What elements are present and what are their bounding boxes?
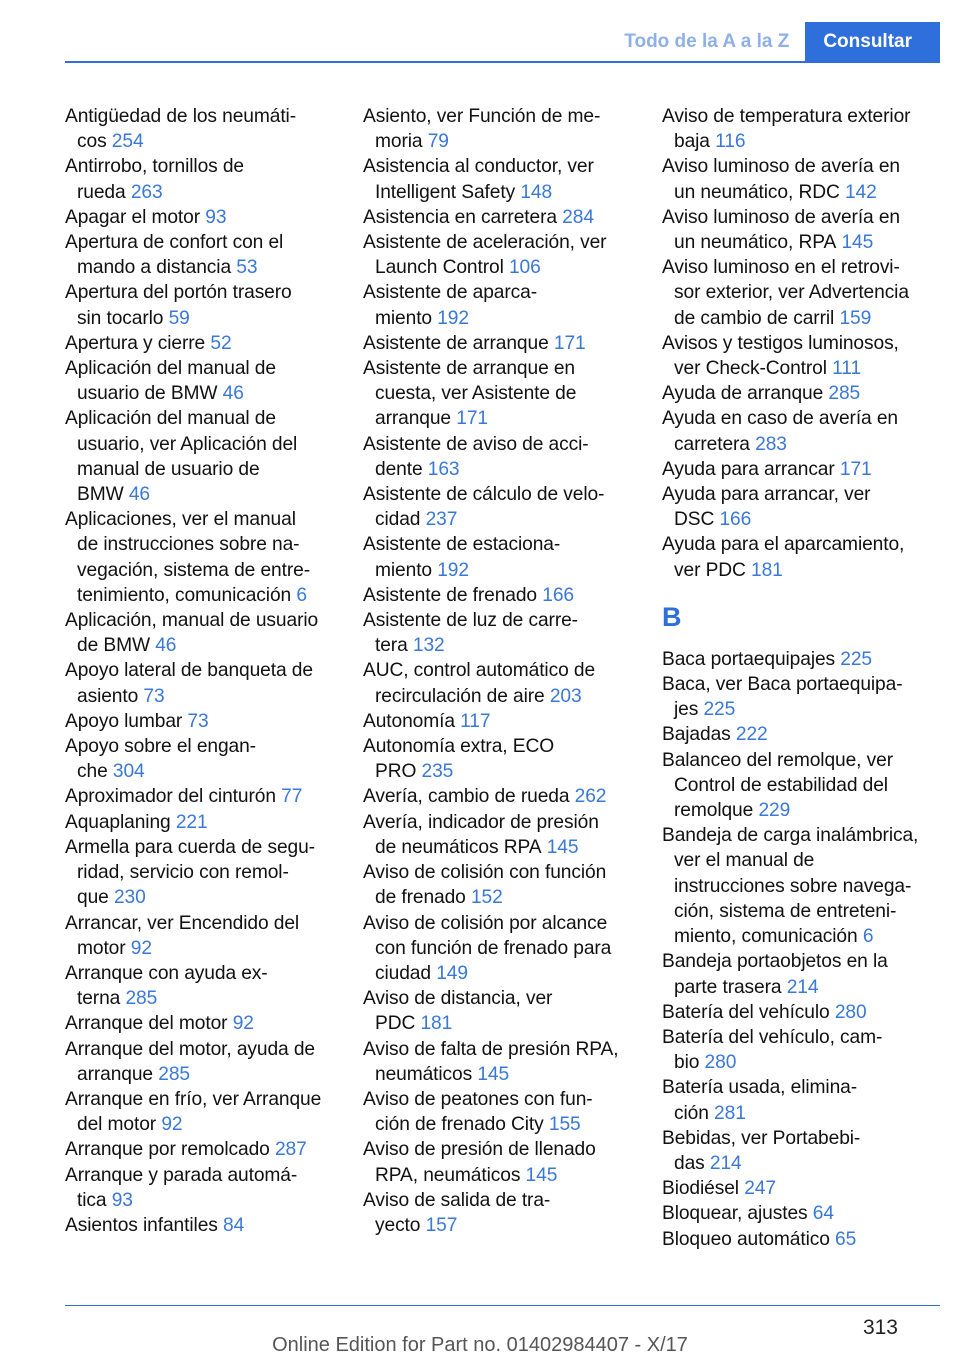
entry-text: bio [674,1052,700,1074]
entry-text: Asistencia al conductor, ver [363,156,594,178]
entry-text: arranque [375,408,452,430]
page-link[interactable]: 222 [735,724,768,746]
entry-text: Aplicación, manual de usuario [65,610,319,632]
page-link[interactable]: 46 [128,484,150,506]
index-entry [65,658,337,708]
index-entry [363,1137,635,1187]
entry-text: Apertura del portón trasero [65,282,292,304]
entry-text: Avería, indicador de presión [363,811,599,833]
entry-text: sor exterior, ver Advertencia [674,282,909,304]
page-link[interactable]: 262 [574,786,607,808]
index-entry [363,154,635,204]
entry-text: Ayuda para el aparcamiento, [662,534,905,556]
entry-text: Asistencia en carretera [363,206,557,228]
entry-text: Arranque y parada automá- [65,1164,298,1186]
entry-text: cuesta, ver Asistente de [375,383,577,405]
section-letter: B [662,601,682,632]
entry-text: Bebidas, ver Portabebi- [662,1127,861,1149]
entry-text: das [674,1152,705,1174]
entry-text: motor [77,937,126,959]
index-entry [662,255,934,331]
entry-text: cidad [375,509,421,531]
entry-text: Ayuda en caso de avería en [662,408,898,430]
entry-text: Bandeja de carga inalámbrica, [662,825,919,847]
page-link[interactable]: 254 [111,131,144,153]
page-link[interactable]: 52 [210,332,232,354]
entry-text: que [77,887,109,909]
page-link[interactable]: 263 [130,181,163,203]
page-link[interactable]: 171 [839,458,872,480]
index-entry [65,1037,337,1087]
index-entry [662,154,934,204]
index-entry [363,280,635,330]
page-link[interactable]: 64 [812,1203,834,1225]
entry-text: Avisos y testigos luminosos, [662,332,899,354]
page-link[interactable]: 237 [425,509,458,531]
entry-text: miento, comunicación [674,926,858,948]
entry-text: Antirrobo, tornillos de [65,156,245,178]
entry-text: Antigüedad de los neumáti- [65,106,297,127]
footer-rule [65,1305,940,1306]
entry-text: Aplicación del manual de [65,358,276,380]
entry-text: neumáticos [375,1063,473,1085]
index-entry [65,1213,337,1238]
index-entry [662,104,934,154]
header-tabs [608,22,940,62]
page-number: 313 [862,1316,898,1339]
entry-text: Arranque en frío, ver Arranque [65,1088,322,1110]
page-link[interactable]: 145 [477,1063,510,1085]
index-entry [65,1011,337,1036]
page-link[interactable]: 149 [436,962,468,984]
page-link[interactable]: 46 [155,635,177,657]
index-entry [65,331,337,356]
page-link[interactable]: 145 [525,1164,558,1186]
page-link[interactable]: 235 [421,761,454,783]
entry-text: un neumático, RPA [674,232,837,254]
page-link[interactable]: 166 [719,509,752,531]
entry-text: Asistente de arranque en [363,358,576,380]
page-link[interactable]: 145 [841,232,874,254]
page-link[interactable]: 281 [714,1102,746,1124]
page-link[interactable]: 221 [175,811,208,833]
entry-text: che [77,761,108,783]
entry-text: Asistente de arranque [363,332,549,354]
entry-text: ridad, servicio con remol- [77,862,289,884]
entry-text: Apertura de confort con el [65,232,284,254]
page-link[interactable]: 111 [832,358,862,380]
entry-text: Asistente de frenado [363,584,538,606]
index-entry [65,709,337,734]
index-entry [662,1126,934,1176]
entry-text: Asistente de aparca- [363,282,537,304]
entry-text: de BMW [77,635,150,657]
entry-text: DSC [674,509,715,531]
entry-text: tenimiento, comunicación [77,584,292,606]
entry-text: Batería del vehículo, cam- [662,1026,883,1048]
page-link[interactable]: 46 [222,383,244,405]
entry-text: Arranque del motor [65,1013,228,1035]
entry-text: PDC [375,1013,416,1035]
entry-text: Arranque del motor, ayuda de [65,1038,316,1060]
entry-text: terna [77,988,121,1010]
entry-text: ver el manual de [674,850,815,872]
index-entry [662,949,934,999]
entry-text: Ayuda para arrancar [662,458,835,480]
entry-text: BMW [77,484,124,506]
index-entry [363,709,635,734]
entry-text: cos [77,131,107,153]
page-link[interactable]: 280 [704,1052,737,1074]
entry-text: Apoyo lateral de banqueta de [65,660,313,682]
page-link[interactable]: 6 [296,584,307,606]
index-entry [65,1137,337,1162]
tab-todo-de-la-a-a-la-z[interactable]: Todo de la A a la Z [624,31,790,52]
page-link[interactable]: 93 [205,206,227,228]
page-link[interactable]: 166 [542,584,574,606]
index-entry [363,230,635,280]
page-link[interactable]: 84 [223,1214,245,1236]
entry-text: ción de frenado City [375,1114,544,1136]
page-link[interactable]: 171 [456,408,488,430]
entry-text: AUC, control automático de [363,660,596,682]
page-link[interactable]: 92 [232,1013,254,1035]
entry-text: Aviso luminoso de avería en [662,206,900,228]
entry-text: Balanceo del remolque, ver [662,749,893,771]
entry-text: de frenado [375,887,466,909]
entry-text: Batería usada, elimina- [662,1077,858,1099]
entry-text: ver Check-Control [674,358,827,380]
index-entry [662,1176,934,1201]
page-link[interactable]: 92 [161,1114,183,1136]
index-entry [363,911,635,987]
page-link[interactable]: 285 [828,383,861,405]
entry-text: jes [674,699,699,721]
index-entry [65,280,337,330]
entry-text: Baca portaequipajes [662,648,836,670]
index-column-3 [662,104,934,1252]
entry-text: Aplicaciones, ver el manual [65,509,296,531]
page-link[interactable]: 65 [835,1228,857,1250]
index-entry [65,835,337,911]
entry-text: de instrucciones sobre na- [77,534,300,556]
entry-text: Avería, cambio de rueda [363,786,570,808]
entry-text: un neumático, RDC [674,181,840,203]
entry-text: Asientos infantiles [65,1214,218,1236]
index-column-1 [65,104,337,1238]
entry-text: miento [375,307,432,329]
entry-text: Intelligent Safety [375,181,516,203]
index-entry [363,356,635,432]
index-entry [662,482,934,532]
entry-text: yecto [375,1214,421,1236]
page-link[interactable]: 230 [113,887,146,909]
entry-text: Apertura y cierre [65,332,206,354]
page-link[interactable]: 304 [112,761,145,783]
index-entry [363,658,635,708]
index-entry [363,860,635,910]
entry-text: ciudad [375,962,431,984]
index-entry [363,432,635,482]
page-link[interactable]: 59 [168,307,190,329]
page-link[interactable]: 192 [437,307,469,329]
entry-text: Apagar el motor [65,206,201,228]
entry-text: Armella para cuerda de segu- [65,836,315,858]
index-entry [662,1075,934,1125]
entry-text: Launch Control [375,257,504,279]
page-link[interactable]: 284 [562,206,594,228]
page-link[interactable]: 117 [460,710,491,732]
index-entry [363,205,635,230]
index-entry [662,381,934,406]
index-entry [662,532,934,582]
entry-text: dente [375,458,423,480]
index-entry [662,406,934,456]
index-entry [363,810,635,860]
index-entry [363,1037,635,1087]
index-entry [662,647,934,672]
entry-text: recirculación de aire [375,685,545,707]
page-link[interactable]: 145 [546,836,579,858]
entry-text: Asistente de cálculo de velo- [363,484,605,506]
entry-text: Arranque con ayuda ex- [65,962,268,984]
entry-text: Arrancar, ver Encendido del [65,912,300,934]
entry-text: Ayuda de arranque [662,383,824,405]
page-link[interactable]: 92 [130,937,152,959]
entry-text: Batería del vehículo [662,1001,830,1023]
entry-text: Apoyo sobre el engan- [65,736,256,758]
entry-text: tera [375,635,408,657]
page-link[interactable]: 6 [862,926,874,948]
entry-text: baja [674,131,710,153]
page-link[interactable]: 132 [412,635,445,657]
entry-text: Aviso luminoso en el retrovi- [662,257,900,279]
entry-text: Aviso de presión de llenado [363,1139,596,1161]
index-entry [363,784,635,809]
entry-text: Aplicación del manual de [65,408,276,430]
entry-text: con función de frenado para [375,937,612,959]
entry-text: Aviso de colisión con función [363,862,607,884]
entry-text: Bloqueo automático [662,1228,830,1250]
index-entry [662,748,934,824]
page-link[interactable]: 106 [508,257,541,279]
page-link[interactable]: 163 [427,458,460,480]
entry-text: parte trasera [674,976,782,998]
page-link[interactable]: 181 [751,559,783,581]
entry-text: Aproximador del cinturón [65,786,276,808]
page-link[interactable]: 229 [758,800,791,822]
entry-text: Bajadas [662,724,731,746]
page-link[interactable]: 148 [520,181,553,203]
entry-text: Aviso de distancia, ver [363,988,553,1010]
entry-text: Aquaplaning [65,811,171,833]
index-entry [363,608,635,658]
index-entry [662,672,934,722]
page-link[interactable]: 214 [709,1152,742,1174]
entry-text: Asistente de luz de carre- [363,610,578,632]
index-entry [363,331,635,356]
page-link[interactable]: 159 [839,307,872,329]
entry-text: asiento [77,685,139,707]
entry-text: Arranque por remolcado [65,1139,270,1161]
entry-text: usuario, ver Aplicación del [77,433,298,455]
entry-text: arranque [77,1063,154,1085]
entry-text: manual de usuario de [77,458,260,480]
page-link[interactable]: 171 [553,332,586,354]
page-link[interactable]: 152 [470,887,503,909]
entry-text: Control de estabilidad del [674,774,888,796]
page-link[interactable]: 214 [786,976,819,998]
index-entry [363,104,635,154]
edition-footer: Online Edition for Part no. 01402984407 - X/17 [272,1334,688,1356]
entry-text: Autonomía extra, ECO [363,736,555,758]
index-entry [662,205,934,255]
page-link[interactable]: 77 [281,786,303,808]
index-entry [662,823,934,949]
index-entry [662,331,934,381]
index-entry [65,810,337,835]
header-rule [65,61,940,63]
entry-text: ver PDC [674,559,746,581]
entry-text: tica [77,1189,107,1211]
index-entry [65,356,337,406]
index-entry [662,1227,934,1252]
index-entry [363,583,635,608]
entry-text: Aviso de temperatura exterior [662,106,911,127]
entry-text: moria [375,131,423,153]
entry-text: Bloquear, ajustes [662,1203,808,1225]
page-link[interactable]: 157 [425,1214,458,1236]
page-link[interactable]: 93 [111,1189,133,1211]
entry-text: de cambio de carril [674,307,835,329]
index-entry [363,1188,635,1238]
page-link[interactable]: 287 [274,1139,307,1161]
entry-text: miento [375,559,432,581]
page-link[interactable]: 116 [715,131,746,153]
entry-text: rueda [77,181,126,203]
index-entry [65,911,337,961]
entry-text: Aviso luminoso de avería en [662,156,900,178]
index-entry [65,406,337,507]
index-entry [662,1201,934,1226]
page-link[interactable]: 53 [236,257,258,279]
entry-text: Asistente de aviso de acci- [363,433,589,455]
index-entry [65,1087,337,1137]
entry-text: Autonomía [363,710,455,732]
page-link[interactable]: 203 [549,685,582,707]
index-entry [65,205,337,230]
page-link[interactable]: 225 [703,699,736,721]
index-entry [65,784,337,809]
entry-text: Aviso de falta de presión RPA, [363,1038,619,1060]
index-entry [65,507,337,608]
entry-text: PRO [375,761,417,783]
page-link[interactable]: 142 [844,181,877,203]
entry-text: remolque [674,800,754,822]
index-entry [65,1163,337,1213]
entry-text: Aviso de peatones con fun- [363,1088,593,1110]
page-link[interactable]: 79 [427,131,449,153]
page-link[interactable]: 73 [143,685,165,707]
index-entry [363,734,635,784]
entry-text: Apoyo lumbar [65,710,183,732]
index-entry [363,986,635,1036]
entry-text: Asistente de estaciona- [363,534,561,556]
index-entry [65,230,337,280]
page-link[interactable]: 181 [420,1013,453,1035]
entry-text: Baca, ver Baca portaequipa- [662,674,903,696]
page-link[interactable]: 280 [834,1001,867,1023]
index-entry [662,1000,934,1025]
page-link[interactable]: 225 [840,648,872,670]
page-link[interactable]: 192 [437,559,469,581]
page-link[interactable]: 285 [125,988,158,1010]
entry-text: instrucciones sobre navega- [674,875,912,897]
page-link[interactable]: 155 [548,1114,581,1136]
entry-text: Aviso de salida de tra- [363,1189,551,1211]
index-entry [65,734,337,784]
entry-text: sin tocarlo [77,307,164,329]
entry-text: Aviso de colisión por alcance [363,912,608,934]
index-entry [65,961,337,1011]
entry-text: usuario de BMW [77,383,218,405]
entry-text: ción [674,1102,709,1124]
entry-text: Biodiésel [662,1178,739,1200]
index-entry [662,722,934,747]
entry-text: Asiento, ver Función de me- [363,106,601,127]
index-entry [65,608,337,658]
page-link[interactable]: 73 [187,710,209,732]
entry-text: del motor [77,1114,157,1136]
index-entry [65,104,337,154]
entry-text: mando a distancia [77,257,232,279]
index-entry [65,154,337,204]
entry-text: RPA, neumáticos [375,1164,521,1186]
index-entry [662,457,934,482]
entry-text: vegación, sistema de entre- [77,559,311,581]
entry-text: ción, sistema de entreteni- [674,900,897,922]
index-entry [363,1087,635,1137]
entry-text: Bandeja portaobjetos en la [662,951,888,973]
entry-text: de neumáticos RPA [375,836,542,858]
page-link[interactable]: 283 [755,433,787,455]
index-entry [662,1025,934,1075]
entry-text: Ayuda para arrancar, ver [662,484,871,506]
entry-text: Asistente de aceleración, ver [363,232,607,254]
page-link[interactable]: 285 [158,1063,190,1085]
entry-text: carretera [674,433,750,455]
index-entry [363,532,635,582]
page-link[interactable]: 247 [744,1178,776,1200]
tab-consultar[interactable]: Consultar [805,22,940,62]
index-entry [363,482,635,532]
index-column-2 [363,104,635,1238]
